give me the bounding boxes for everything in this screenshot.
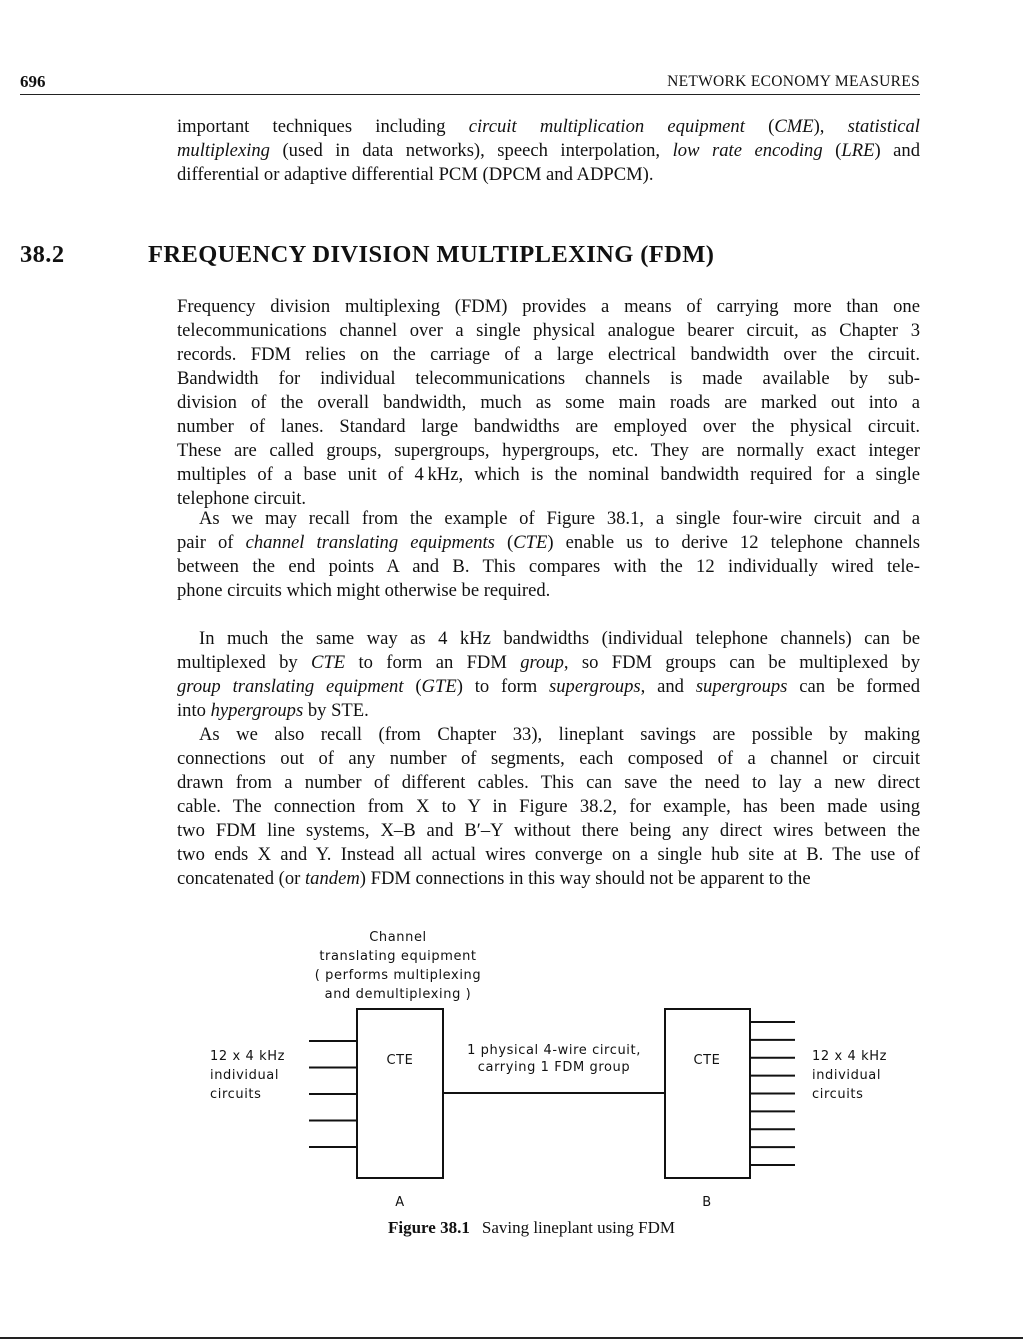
figure-caption-text: Saving lineplant using FDM <box>481 1218 676 1237</box>
annotation-line: Channel <box>369 930 427 945</box>
endpoint-b-label: B <box>702 1195 712 1210</box>
text-line: division of the overall bandwidth, much as some main roads are marked out into a <box>177 392 920 413</box>
body-paragraph <box>177 723 920 891</box>
text-line: pair of channel translating equipments (CTE) enable us to derive 12 telephone channels <box>177 532 920 553</box>
figure-caption-label: Figure 38.1 <box>388 1218 470 1237</box>
section-number: 38.2 <box>20 241 65 268</box>
annotation-line: and demultiplexing ) <box>324 987 472 1002</box>
text-line: important techniques including circuit multiplication equipment (CME), statistical <box>177 116 920 137</box>
text-line: phone circuits which might otherwise be required. <box>177 580 551 601</box>
figure-38-1-diagram <box>0 900 1023 1220</box>
running-head <box>20 72 920 95</box>
section-title: FREQUENCY DIVISION MULTIPLEXING (FDM) <box>148 241 715 268</box>
link-label-line: carrying 1 FDM group <box>477 1060 631 1075</box>
text-line: concatenated (or tandem) FDM connections in this way should not be apparent to the <box>177 868 811 889</box>
text-line: telephone circuit. <box>177 488 307 509</box>
body-paragraph <box>177 627 920 723</box>
link-label <box>467 1043 641 1075</box>
page-number: 696 <box>20 72 46 91</box>
cte-box-a <box>357 1009 443 1178</box>
annotation-line: translating equipment <box>319 949 477 964</box>
text-line: two ends X and Y. Instead all actual wires converge on a single hub site at B. The use of <box>177 844 920 865</box>
left-wires <box>309 1041 357 1147</box>
left-label-line: individual <box>210 1068 280 1083</box>
section-heading <box>20 241 714 269</box>
left-label-line: 12 x 4 kHz <box>210 1049 286 1064</box>
text-line: These are called groups, supergroups, hypergroups, etc. They are normally exact integer <box>177 440 920 461</box>
text-line: between the end points A and B. This compares with the 12 individually wired tele- <box>177 556 920 577</box>
text-line: cable. The connection from X to Y in Figure 38.2, for example, has been made using <box>177 796 920 817</box>
figure-caption <box>388 1218 675 1238</box>
body-paragraph <box>177 295 920 511</box>
running-title: NETWORK ECONOMY MEASURES <box>667 73 920 90</box>
left-circuits-label <box>210 1049 285 1102</box>
text-line: multiplexing (used in data networks), speech interpolation, low rate encoding (LRE) and <box>177 140 921 161</box>
text-line: records. FDM relies on the carriage of a large electrical bandwidth over the circuit. <box>177 344 920 365</box>
cte-box-a-label: CTE <box>386 1053 414 1068</box>
text-line: into hypergroups by STE. <box>177 700 369 721</box>
text-line: As we also recall (from Chapter 33), lineplant savings are possible by making <box>199 724 920 745</box>
annotation-line: ( performs multiplexing <box>314 968 482 983</box>
intro-paragraph <box>177 115 920 187</box>
text-line: drawn from a number of different cables. This can save the need to lay a new direct <box>177 772 920 793</box>
right-wires <box>750 1022 795 1165</box>
text-line: differential or adaptive differential PCM (DPCM and ADPCM). <box>177 164 654 185</box>
page-bottom-edge <box>0 1337 1023 1339</box>
endpoint-a-label: A <box>395 1195 405 1210</box>
text-line: two FDM line systems, X–B and B′–Y without there being any direct wires between the <box>177 820 920 841</box>
text-line: In much the same way as 4 kHz bandwidths (individual telephone channels) can be <box>199 628 920 649</box>
text-line: Frequency division multiplexing (FDM) provides a means of carrying more than one <box>177 296 920 317</box>
right-label-line: individual <box>812 1068 882 1083</box>
text-line: As we may recall from the example of Figure 38.1, a single four-wire circuit and a <box>199 508 920 529</box>
right-circuits-label <box>812 1049 887 1102</box>
link-label-line: 1 physical 4-wire circuit, <box>467 1043 641 1058</box>
text-line: multiples of a base unit of 4 kHz, which is the nominal bandwidth required for a single <box>177 464 920 485</box>
text-line: number of lanes. Standard large bandwidths are employed over the physical circuit. <box>177 416 920 437</box>
text-line: multiplexed by CTE to form an FDM group, so FDM groups can be multiplexed by <box>177 652 920 673</box>
left-label-line: circuits <box>210 1087 262 1102</box>
cte-box-b-label: CTE <box>693 1053 721 1068</box>
text-line: telecommunications channel over a single physical analogue bearer circuit, as Chapter 3 <box>177 320 920 341</box>
right-label-line: circuits <box>812 1087 864 1102</box>
right-label-line: 12 x 4 kHz <box>812 1049 888 1064</box>
text-line: connections out of any number of segments, each composed of a channel or circuit <box>177 748 920 769</box>
text-line: Bandwidth for individual telecommunications channels is made available by sub- <box>177 368 920 389</box>
cte-box-b <box>665 1009 750 1178</box>
cte-annotation <box>315 930 481 1002</box>
text-line: group translating equipment (GTE) to form supergroups, and supergroups can be formed <box>177 676 920 697</box>
body-paragraph <box>177 507 920 603</box>
